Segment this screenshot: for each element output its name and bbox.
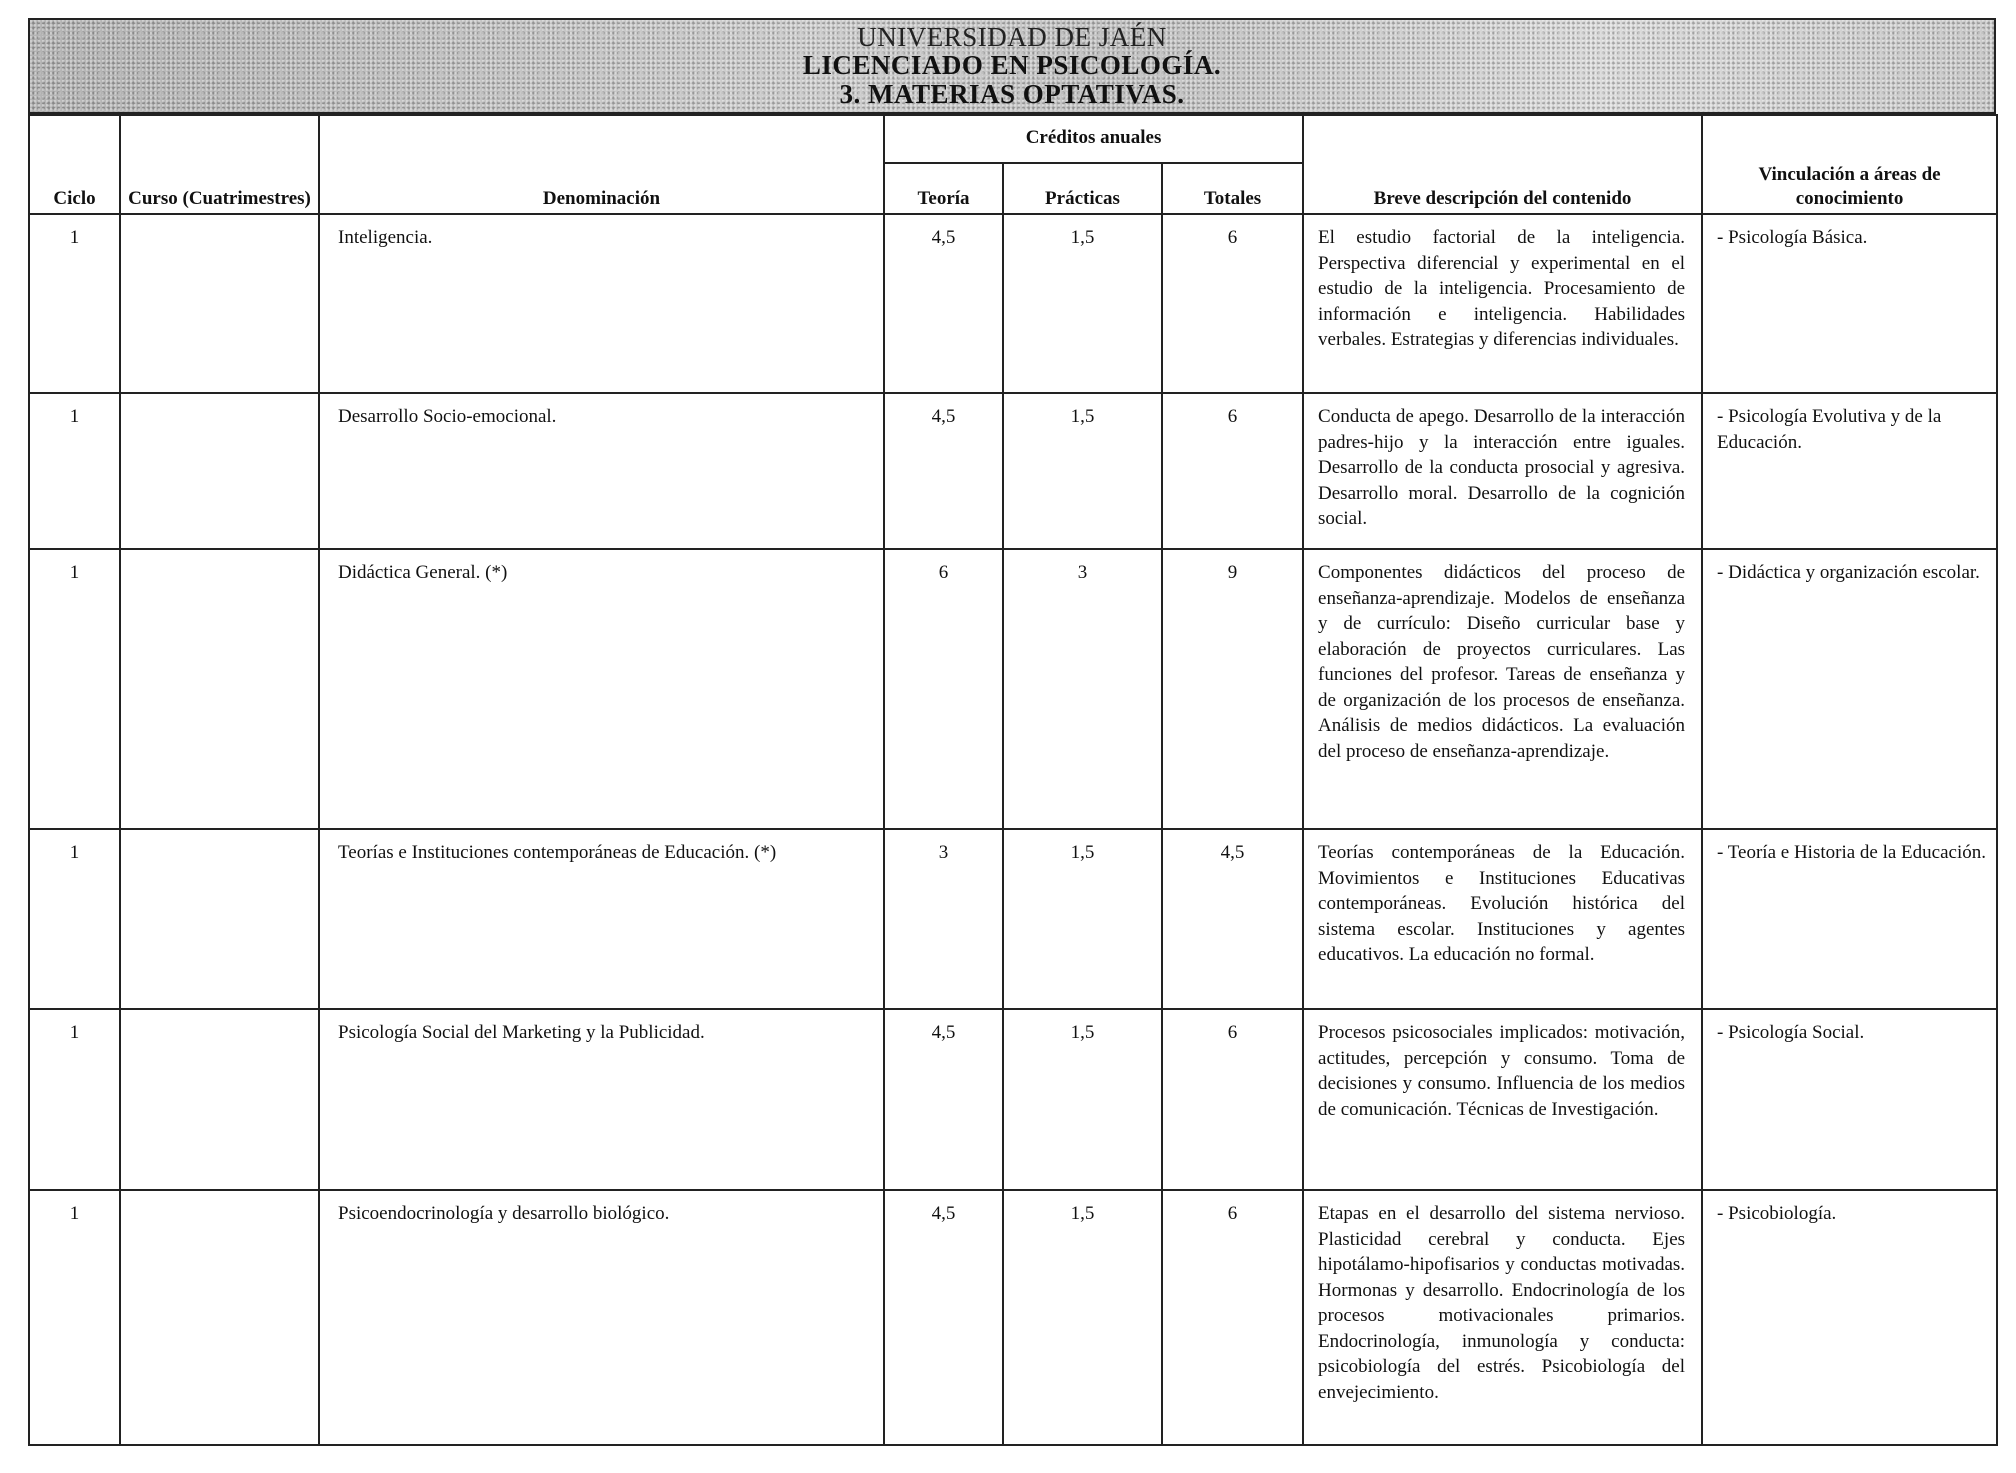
cell-ciclo: 1 xyxy=(29,1190,120,1445)
cell-descripcion: Procesos psicosociales implicados: motivación, actitudes, percepción y consumo. Toma de decisiones y consumo. Influencia de los medios de comunicación. Técnicas de Investigación. xyxy=(1303,1009,1702,1190)
cell-totales: 6 xyxy=(1162,214,1303,393)
cell-descripcion: El estudio factorial de la inteligencia. Perspectiva diferencial y experimental en el estudio de la inteligencia. Procesamiento de información e inteligencia. Habilidades verbales. Estrategias y diferencias individuales. xyxy=(1303,214,1702,393)
university-name: UNIVERSIDAD DE JAÉN xyxy=(857,22,1167,52)
cell-curso xyxy=(120,1009,319,1190)
cell-practicas: 1,5 xyxy=(1003,1190,1162,1445)
cell-ciclo: 1 xyxy=(29,549,120,829)
cell-vinculacion: - Psicología Básica. xyxy=(1702,214,1997,393)
cell-ciclo: 1 xyxy=(29,829,120,1009)
table-header xyxy=(29,115,1997,214)
table-row xyxy=(29,214,1997,393)
cell-ciclo: 1 xyxy=(29,393,120,549)
cell-teoria: 4,5 xyxy=(884,1190,1003,1445)
col-header-vinculacion: Vinculación a áreas de conocimiento xyxy=(1702,115,1997,214)
cell-descripcion: Etapas en el desarrollo del sistema nervioso. Plasticidad cerebral y conducta. Ejes hipotálamo-hipofisarios y conductas motivadas. Hormonas y desarrollo. Endocrinología de los procesos motivacionales primarios. Endocrinología, inmunología y conducta: psicobiología del estrés. Psicobiología del envejecimiento. xyxy=(1303,1190,1702,1445)
cell-totales: 4,5 xyxy=(1162,829,1303,1009)
document-header-banner xyxy=(28,18,1996,114)
table-row xyxy=(29,549,1997,829)
section-title: 3. MATERIAS OPTATIVAS. xyxy=(839,79,1185,109)
col-header-practicas: Prácticas xyxy=(1003,163,1162,214)
degree-title: LICENCIADO EN PSICOLOGÍA. xyxy=(802,50,1222,80)
cell-curso xyxy=(120,549,319,829)
cell-vinculacion: - Didáctica y organización escolar. xyxy=(1702,549,1997,829)
cell-teoria: 4,5 xyxy=(884,393,1003,549)
document-page xyxy=(28,18,1996,1458)
col-header-denominacion: Denominación xyxy=(319,115,884,214)
cell-practicas: 1,5 xyxy=(1003,393,1162,549)
cell-practicas: 3 xyxy=(1003,549,1162,829)
cell-totales: 6 xyxy=(1162,1190,1303,1445)
cell-denominacion: Inteligencia. xyxy=(319,214,884,393)
cell-denominacion: Desarrollo Socio-emocional. xyxy=(319,393,884,549)
subjects-table xyxy=(28,114,1998,1446)
table-row xyxy=(29,1190,1997,1445)
col-header-creditos: Créditos anuales xyxy=(884,115,1303,163)
cell-totales: 6 xyxy=(1162,393,1303,549)
cell-totales: 6 xyxy=(1162,1009,1303,1190)
col-header-teoria: Teoría xyxy=(884,163,1003,214)
cell-ciclo: 1 xyxy=(29,214,120,393)
cell-curso xyxy=(120,1190,319,1445)
cell-ciclo: 1 xyxy=(29,1009,120,1190)
table-row xyxy=(29,829,1997,1009)
cell-vinculacion: - Psicobiología. xyxy=(1702,1190,1997,1445)
table-row xyxy=(29,1009,1997,1190)
cell-denominacion: Psicología Social del Marketing y la Publicidad. xyxy=(319,1009,884,1190)
cell-teoria: 3 xyxy=(884,829,1003,1009)
cell-curso xyxy=(120,829,319,1009)
cell-descripcion: Componentes didácticos del proceso de enseñanza-aprendizaje. Modelos de enseñanza y de currículo: Diseño curricular base y elaboración de proyectos curriculares. Las funciones del profesor. Tareas de enseñanza y de organización de los procesos de enseñanza. Análisis de medios didácticos. La evaluación del proceso de enseñanza-aprendizaje. xyxy=(1303,549,1702,829)
col-header-totales: Totales xyxy=(1162,163,1303,214)
cell-totales: 9 xyxy=(1162,549,1303,829)
col-header-ciclo: Ciclo xyxy=(29,115,120,214)
table-row xyxy=(29,393,1997,549)
cell-denominacion: Didáctica General. (*) xyxy=(319,549,884,829)
cell-vinculacion: - Teoría e Historia de la Educación. xyxy=(1702,829,1997,1009)
cell-practicas: 1,5 xyxy=(1003,214,1162,393)
cell-denominacion: Psicoendocrinología y desarrollo biológico. xyxy=(319,1190,884,1445)
cell-practicas: 1,5 xyxy=(1003,1009,1162,1190)
cell-descripcion: Conducta de apego. Desarrollo de la interacción padres-hijo y la interacción entre iguales. Desarrollo de la conducta prosocial y agresiva. Desarrollo moral. Desarrollo de la cognición social. xyxy=(1303,393,1702,549)
cell-teoria: 4,5 xyxy=(884,1009,1003,1190)
cell-curso xyxy=(120,393,319,549)
cell-descripcion: Teorías contemporáneas de la Educación. Movimientos e Instituciones Educativas contemporáneas. Evolución histórica del sistema escolar. Instituciones y agentes educativos. La educación no formal. xyxy=(1303,829,1702,1009)
cell-curso xyxy=(120,214,319,393)
table-body xyxy=(29,214,1997,1445)
cell-denominacion: Teorías e Instituciones contemporáneas de Educación. (*) xyxy=(319,829,884,1009)
cell-teoria: 6 xyxy=(884,549,1003,829)
col-header-descripcion: Breve descripción del contenido xyxy=(1303,115,1702,214)
cell-vinculacion: - Psicología Evolutiva y de la Educación. xyxy=(1702,393,1997,549)
cell-practicas: 1,5 xyxy=(1003,829,1162,1009)
col-header-curso: Curso (Cuatrimestres) xyxy=(120,115,319,214)
cell-teoria: 4,5 xyxy=(884,214,1003,393)
cell-vinculacion: - Psicología Social. xyxy=(1702,1009,1997,1190)
